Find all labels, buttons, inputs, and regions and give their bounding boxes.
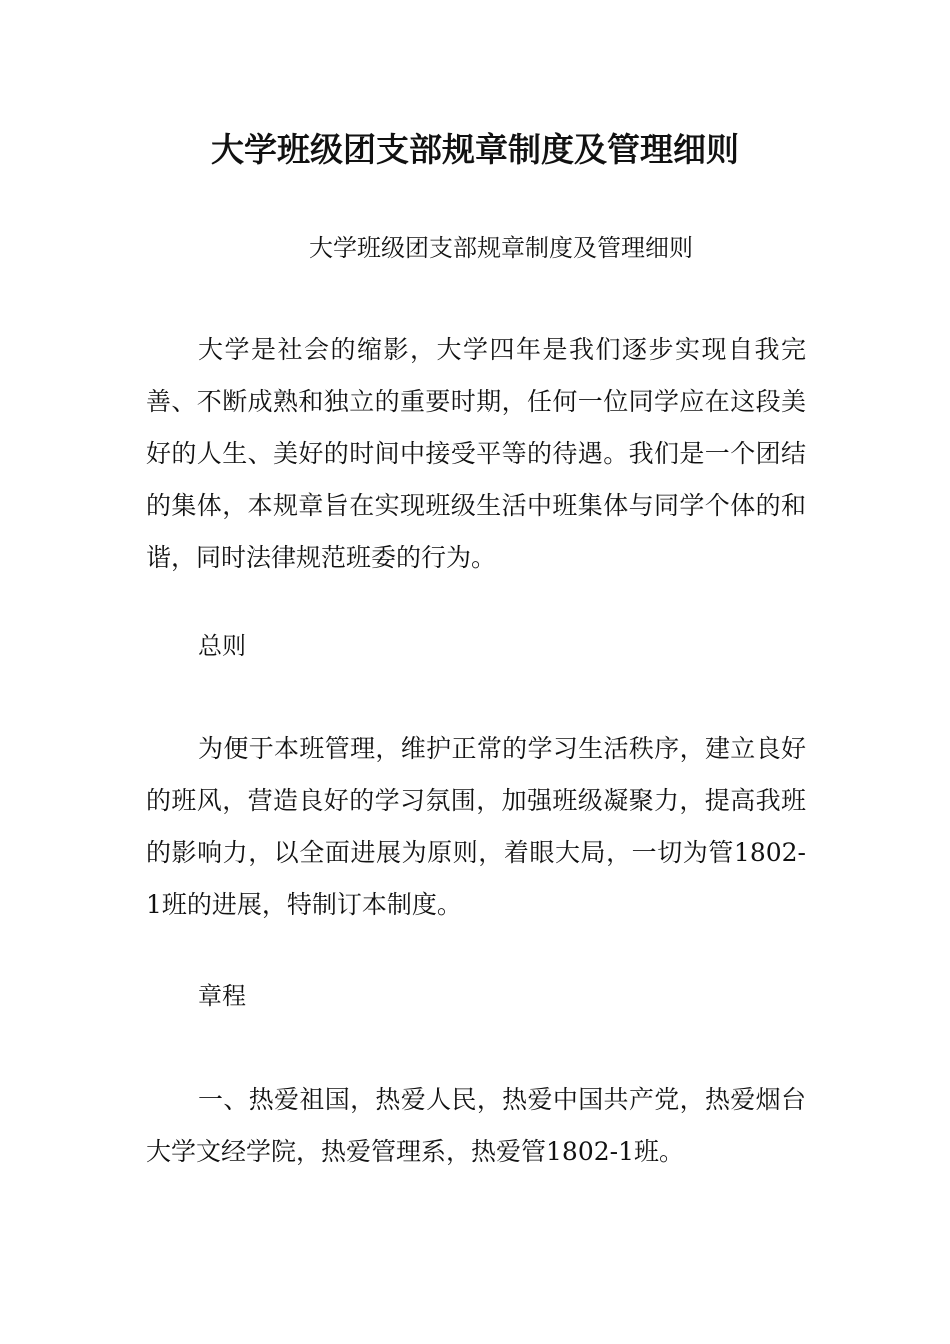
- document-title: 大学班级团支部规章制度及管理细则: [211, 130, 739, 169]
- section-heading-general: 总则: [198, 632, 246, 660]
- article-1-paragraph: 一、热爱祖国，热爱人民，热爱中国共产党，热爱烟台大学文经学院，热爱管理系，热爱管1802-1班。: [146, 1085, 806, 1166]
- intro-paragraph: 大学是社会的缩影，大学四年是我们逐步实现自我完善、不断成熟和独立的重要时期，任何一位同学应在这段美好的人生、美好的时间中接受平等的待遇。我们是一个团结的集体，本规章旨在实现班级生活中班集体与同学个体的和谐，同时法律规范班委的行为。: [146, 335, 806, 572]
- general-paragraph: 为便于本班管理，维护正常的学习生活秩序，建立良好的班风，营造良好的学习氛围，加强班级凝聚力，提高我班的影响力，以全面进展为原则，着眼大局，一切为管1802-1班的进展，特制订本制度。: [146, 734, 806, 919]
- section-heading-charter: 章程: [198, 982, 246, 1010]
- document-subtitle: 大学班级团支部规章制度及管理细则: [309, 234, 693, 262]
